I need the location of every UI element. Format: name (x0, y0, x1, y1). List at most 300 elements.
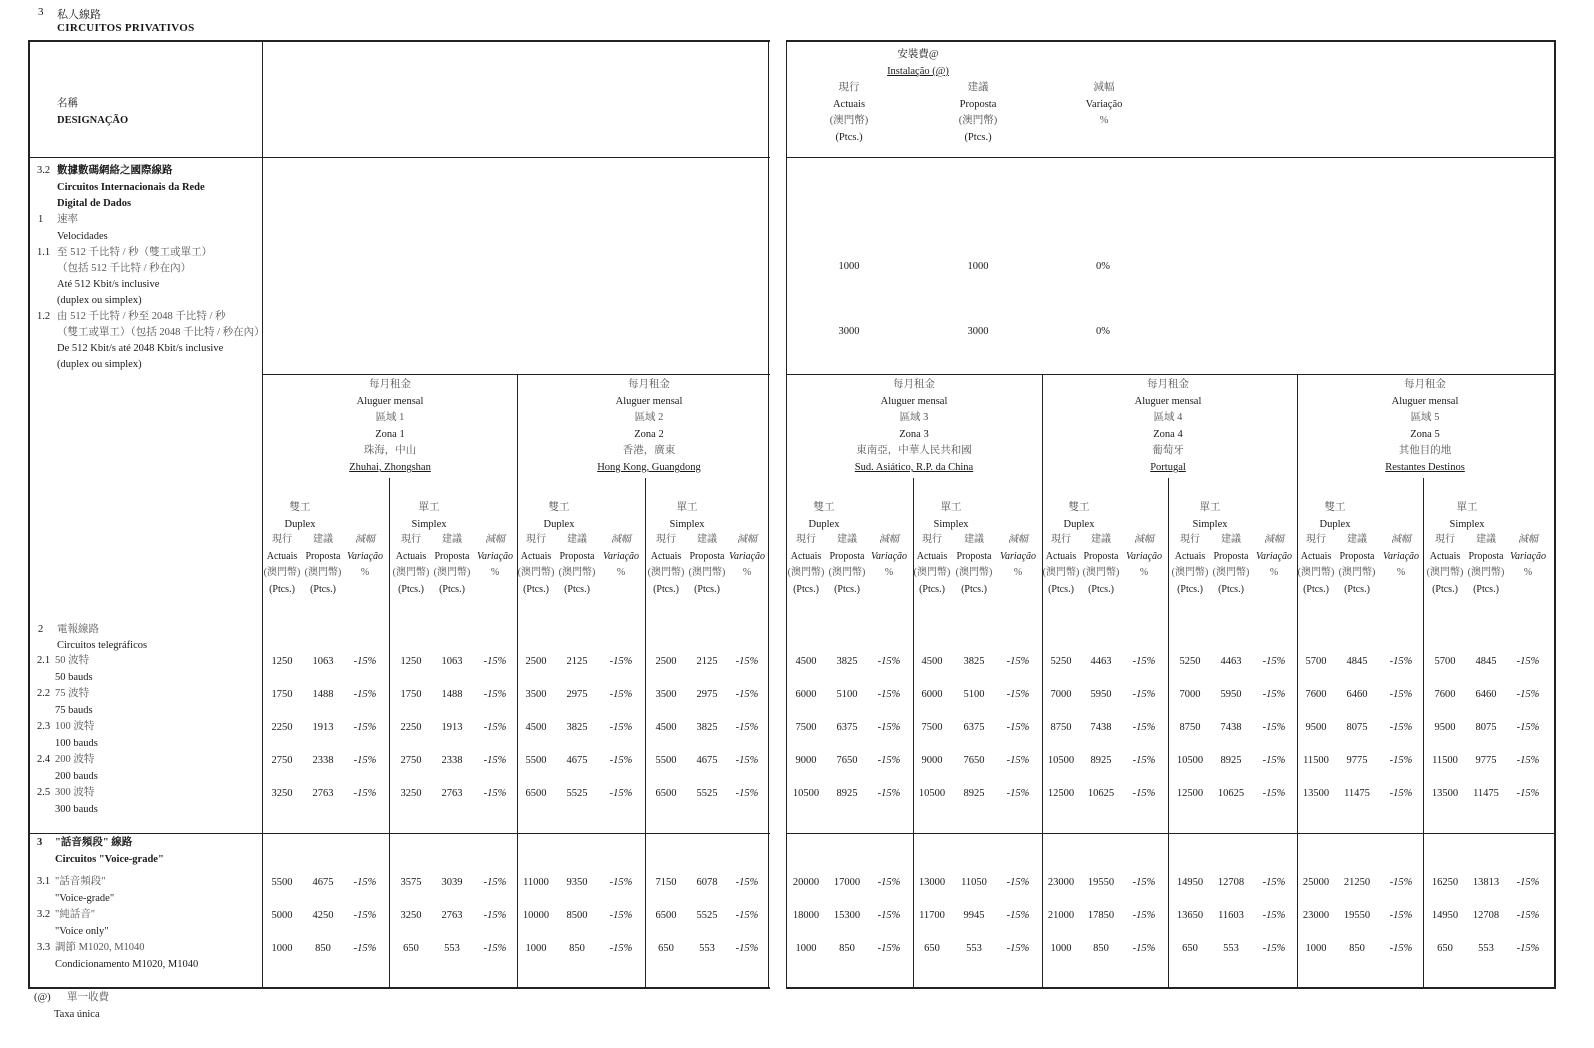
variation-cell: -15% (1389, 910, 1413, 921)
col-head-pt: Proposta (1468, 551, 1504, 562)
variation-cell: -15% (735, 656, 759, 667)
variation-cell: -15% (353, 755, 377, 766)
col-head-unit-zh: (澳門幣) (392, 567, 430, 578)
col-head-zh: 建議 (837, 534, 857, 545)
value-cell: 7500 (921, 722, 943, 733)
value-cell: 1000 (795, 943, 817, 954)
item-1-1-zh1: 至 512 千比特 / 秒（雙工或單工） (57, 247, 213, 258)
col-head-pt: Proposta (956, 551, 992, 562)
value-cell: 8500 (566, 910, 588, 921)
variation-cell: -15% (1132, 877, 1156, 888)
value-cell: 4845 (1346, 656, 1368, 667)
value-cell: 650 (1182, 943, 1198, 954)
col-head-pt: Actuais (395, 551, 427, 562)
variation-cell: -15% (1389, 755, 1413, 766)
col-head-unit-zh: % (1396, 567, 1406, 578)
value-cell: 8075 (1346, 722, 1368, 733)
zone-rent-pt: Aluguer mensal (1134, 396, 1202, 407)
value-cell: 3500 (655, 689, 677, 700)
col-head-zh: 現行 (1435, 534, 1455, 545)
variation-cell: -15% (483, 755, 507, 766)
value-cell: 12708 (1472, 910, 1500, 921)
item-1-1-pt2: (duplex ou simplex) (57, 295, 142, 306)
value-cell: 6500 (525, 788, 547, 799)
col-head-zh: 現行 (401, 534, 421, 545)
variation-cell: -15% (609, 877, 633, 888)
section-number: 3 (38, 6, 44, 18)
col-head-pt: Proposta (559, 551, 595, 562)
value-cell: 4500 (655, 722, 677, 733)
row-label-zh: 75 波特 (55, 688, 90, 699)
variation-cell: -15% (1389, 788, 1413, 799)
value-cell: 5700 (1434, 656, 1456, 667)
zone-rent-zh: 每月租金 (369, 379, 411, 390)
zone-number: Zona 1 (375, 429, 405, 440)
row-number: 2.5 (37, 787, 51, 798)
value-cell: 5500 (271, 877, 293, 888)
col-head-pt: Proposta (1339, 551, 1375, 562)
value-cell: 5700 (1305, 656, 1327, 667)
col-head-unit-zh: (澳門幣) (1297, 567, 1335, 578)
value-cell: 6375 (836, 722, 858, 733)
col-head-unit-zh: % (1523, 567, 1533, 578)
col-head-unit: (Ptcs.) (1432, 584, 1458, 595)
value-cell: 10625 (1217, 788, 1245, 799)
col-head-pt: Proposta (305, 551, 341, 562)
item-1-2-pt1: De 512 Kbit/s até 2048 Kbit/s inclusive (57, 343, 224, 354)
value-cell: 8925 (1090, 755, 1112, 766)
zone-rent-zh: 每月租金 (893, 379, 935, 390)
col-head-zh: 現行 (1051, 534, 1071, 545)
zone-divider-2 (1042, 374, 1043, 987)
variation-cell: -15% (735, 722, 759, 733)
value-cell: 7438 (1220, 722, 1242, 733)
value-cell: 17850 (1087, 910, 1115, 921)
variation-cell: -15% (353, 788, 377, 799)
col-head-unit-zh: (澳門幣) (787, 567, 825, 578)
value-cell: 6500 (655, 910, 677, 921)
value-cell: 6078 (696, 877, 718, 888)
value-cell: 650 (924, 943, 940, 954)
value-cell: 23000 (1047, 877, 1075, 888)
page-gutter-left (768, 40, 769, 989)
value-cell: 2250 (271, 722, 293, 733)
col-head-unit-zh: (澳門幣) (517, 567, 555, 578)
variation-cell: -15% (735, 788, 759, 799)
value-cell: 5950 (1220, 689, 1242, 700)
s32-n1-number: 1 (38, 214, 44, 225)
value-cell: 850 (839, 943, 855, 954)
col-head-pt: Proposta (1213, 551, 1249, 562)
zone-number: Zona 2 (634, 429, 664, 440)
col-head-zh: 建議 (1347, 534, 1367, 545)
zone-divider-1 (517, 374, 518, 987)
zone-rent-pt: Aluguer mensal (1391, 396, 1459, 407)
zone-divider-3 (1297, 374, 1298, 987)
value-cell: 9000 (921, 755, 943, 766)
value-cell: 553 (1223, 943, 1239, 954)
col-head-unit: (Ptcs.) (834, 584, 860, 595)
item-1-1-pt1: Até 512 Kbit/s inclusive (57, 279, 160, 290)
variation-cell: -15% (609, 943, 633, 954)
row-label-pt: 50 bauds (55, 672, 93, 683)
variation-cell: -15% (1006, 722, 1030, 733)
row-label-zh: 調節 M1020, M1040 (55, 942, 145, 953)
col-head-unit-zh: % (1269, 567, 1279, 578)
s2-title-pt: Circuitos telegráficos (57, 640, 148, 651)
col-head-zh: 建議 (567, 534, 587, 545)
value-cell: 9500 (1305, 722, 1327, 733)
value-cell: 3575 (400, 877, 422, 888)
col-head-pt: Actuais (650, 551, 682, 562)
col-head-unit-zh: (澳門幣) (828, 567, 866, 578)
col-head-pt: Actuais (1300, 551, 1332, 562)
variation-cell: -15% (1516, 943, 1540, 954)
col-head-unit-zh: (澳門幣) (688, 567, 726, 578)
installation-head-zh: 安裝費@ (897, 49, 939, 60)
value-cell: 2250 (400, 722, 422, 733)
col-head-unit-zh: (澳門幣) (1212, 567, 1250, 578)
variation-cell: -15% (1262, 788, 1286, 799)
s3-number: 3 (37, 837, 43, 848)
mode-pt: Duplex (1319, 519, 1351, 530)
value-cell: 4675 (566, 755, 588, 766)
value-cell: 11500 (1303, 755, 1329, 766)
value-cell: 9000 (795, 755, 817, 766)
variation-cell: -15% (483, 910, 507, 921)
variation-cell: -15% (735, 943, 759, 954)
value-cell: 5100 (963, 689, 985, 700)
value-cell: 10500 (918, 788, 946, 799)
value-cell: 3500 (525, 689, 547, 700)
row-label-pt: 200 bauds (55, 771, 98, 782)
row-number: 3.3 (37, 942, 51, 953)
inst-1-1-actual: 1000 (838, 261, 860, 272)
install-col-unit: (Ptcs.) (964, 132, 992, 143)
value-cell: 13000 (918, 877, 946, 888)
col-head-zh: 建議 (697, 534, 717, 545)
s3-title-zh: "話音頻段" 線路 (55, 837, 133, 848)
col-head-pt: Actuais (520, 551, 552, 562)
col-head-unit-zh: (澳門幣) (304, 567, 342, 578)
col-head-unit-zh: (澳門幣) (1082, 567, 1120, 578)
zone-place-zh: 香港，廣東 (622, 445, 676, 456)
col-head-unit: (Ptcs.) (919, 584, 945, 595)
s2-number: 2 (38, 624, 44, 635)
value-cell: 850 (569, 943, 585, 954)
value-cell: 2975 (696, 689, 718, 700)
col-head-unit-zh: % (616, 567, 626, 578)
row-label-pt: "Voice only" (55, 926, 109, 937)
value-cell: 10625 (1087, 788, 1115, 799)
zone-rent-zh: 每月租金 (628, 379, 670, 390)
col-head-pt: Variação (346, 551, 384, 562)
variation-cell: -15% (1006, 877, 1030, 888)
mode-pt: Simplex (933, 519, 969, 530)
zone-number: Zona 5 (1410, 429, 1440, 440)
value-cell: 6500 (655, 788, 677, 799)
inst-1-2-actual: 3000 (838, 326, 860, 337)
col-head-unit: (Ptcs.) (1088, 584, 1114, 595)
value-cell: 650 (1437, 943, 1453, 954)
install-col-pt: Actuais (832, 99, 866, 110)
inst-1-1-proposed: 1000 (967, 261, 989, 272)
variation-cell: -15% (483, 943, 507, 954)
variation-cell: -15% (735, 910, 759, 921)
col-head-zh: 現行 (796, 534, 816, 545)
header-bottom-right (786, 157, 1556, 158)
value-cell: 4463 (1090, 656, 1112, 667)
col-head-unit-zh: (澳門幣) (263, 567, 301, 578)
variation-cell: -15% (609, 788, 633, 799)
zone-number: Zona 4 (1153, 429, 1183, 440)
section3-divider-right (786, 833, 1556, 834)
col-head-pt: Variação (870, 551, 908, 562)
row-label-zh: 200 波特 (55, 754, 95, 765)
col-head-unit: (Ptcs.) (793, 584, 819, 595)
table-left-border (28, 40, 30, 989)
col-head-unit-zh: % (742, 567, 752, 578)
col-head-unit-zh: % (490, 567, 500, 578)
col-head-unit: (Ptcs.) (1177, 584, 1203, 595)
install-col-zh: 減幅 (1093, 82, 1115, 93)
zone-place: Restantes Destinos (1385, 462, 1465, 473)
variation-cell: -15% (735, 755, 759, 766)
value-cell: 3825 (566, 722, 588, 733)
col-head-zh: 建議 (964, 534, 984, 545)
table-bottom-border-left (28, 987, 770, 989)
variation-cell: -15% (877, 689, 901, 700)
variation-cell: -15% (1516, 656, 1540, 667)
value-cell: 4500 (921, 656, 943, 667)
value-cell: 11475 (1344, 788, 1370, 799)
row-label-zh: "純話音" (55, 909, 96, 920)
item-1-2-pt2: (duplex ou simplex) (57, 359, 142, 370)
col-head-pt: Variação (476, 551, 514, 562)
value-cell: 850 (1093, 943, 1109, 954)
value-cell: 18000 (792, 910, 820, 921)
value-cell: 1000 (1305, 943, 1327, 954)
value-cell: 5250 (1050, 656, 1072, 667)
table-top-border-left (28, 40, 770, 42)
col-head-pt: Actuais (1174, 551, 1206, 562)
col-head-zh: 減幅 (879, 534, 899, 545)
value-cell: 19550 (1343, 910, 1371, 921)
value-cell: 1000 (271, 943, 293, 954)
col-head-unit: (Ptcs.) (1218, 584, 1244, 595)
mode-zh: 雙工 (813, 502, 835, 513)
s32-title-pt1: Circuitos Internacionais da Rede (57, 182, 205, 193)
table-bottom-border-right (786, 987, 1556, 989)
value-cell: 553 (1478, 943, 1494, 954)
col-head-zh: 建議 (1476, 534, 1496, 545)
value-cell: 6460 (1346, 689, 1368, 700)
row-number: 3.1 (37, 876, 51, 887)
row-label-zh: 50 波特 (55, 655, 90, 666)
col-head-zh: 建議 (1091, 534, 1111, 545)
variation-cell: -15% (1006, 943, 1030, 954)
value-cell: 4845 (1475, 656, 1497, 667)
variation-cell: -15% (353, 877, 377, 888)
value-cell: 7600 (1434, 689, 1456, 700)
section3-divider-left (28, 833, 770, 834)
zone-place: Hong Kong, Guangdong (597, 462, 701, 473)
mode-zh: 單工 (1199, 502, 1221, 513)
value-cell: 3250 (400, 788, 422, 799)
row-label-pt: 300 bauds (55, 804, 98, 815)
mode-zh: 雙工 (548, 502, 570, 513)
s32-n1-pt: Velocidades (57, 231, 108, 242)
table-top-border-right (786, 40, 1556, 42)
value-cell: 5500 (655, 755, 677, 766)
value-cell: 7000 (1179, 689, 1201, 700)
variation-cell: -15% (1262, 755, 1286, 766)
value-cell: 9775 (1475, 755, 1497, 766)
value-cell: 5525 (566, 788, 588, 799)
value-cell: 25000 (1302, 877, 1330, 888)
variation-cell: -15% (353, 943, 377, 954)
value-cell: 1913 (312, 722, 334, 733)
value-cell: 2125 (566, 656, 588, 667)
install-col-unit: (Ptcs.) (835, 132, 863, 143)
value-cell: 3825 (836, 656, 858, 667)
variation-cell: -15% (1132, 943, 1156, 954)
zone-number-zh: 區域 2 (634, 412, 664, 423)
variation-cell: -15% (1389, 656, 1413, 667)
item-1-2-number: 1.2 (37, 311, 51, 322)
value-cell: 13500 (1302, 788, 1330, 799)
row-number: 2.3 (37, 721, 51, 732)
variation-cell: -15% (1132, 910, 1156, 921)
value-cell: 1750 (271, 689, 293, 700)
value-cell: 6375 (963, 722, 985, 733)
variation-cell: -15% (1262, 689, 1286, 700)
variation-cell: -15% (1006, 788, 1030, 799)
variation-cell: -15% (609, 722, 633, 733)
col-head-zh: 減幅 (737, 534, 757, 545)
value-cell: 11500 (1432, 755, 1458, 766)
col-head-zh: 減幅 (355, 534, 375, 545)
variation-cell: -15% (877, 788, 901, 799)
value-cell: 4463 (1220, 656, 1242, 667)
value-cell: 2763 (312, 788, 334, 799)
value-cell: 1250 (400, 656, 422, 667)
col-head-zh: 減幅 (1264, 534, 1284, 545)
col-head-pt: Variação (999, 551, 1037, 562)
inst-1-1-variation: 0% (1096, 261, 1110, 272)
variation-cell: -15% (877, 943, 901, 954)
value-cell: 11000 (523, 877, 549, 888)
variation-cell: -15% (1006, 910, 1030, 921)
value-cell: 9945 (963, 910, 985, 921)
zone-number-zh: 區域 5 (1410, 412, 1440, 423)
value-cell: 9350 (566, 877, 588, 888)
col-head-zh: 減幅 (1134, 534, 1154, 545)
variation-cell: -15% (609, 689, 633, 700)
footnote-pt: Taxa única (54, 1009, 100, 1020)
col-head-unit-zh: (澳門幣) (955, 567, 993, 578)
col-head-zh: 減幅 (485, 534, 505, 545)
designation-label-pt: DESIGNAÇÃO (57, 115, 129, 126)
value-cell: 21000 (1047, 910, 1075, 921)
value-cell: 14950 (1176, 877, 1204, 888)
col-head-unit: (Ptcs.) (564, 584, 590, 595)
value-cell: 8750 (1050, 722, 1072, 733)
value-cell: 16250 (1431, 877, 1459, 888)
value-cell: 11475 (1473, 788, 1499, 799)
variation-cell: -15% (609, 656, 633, 667)
variation-cell: -15% (353, 910, 377, 921)
col-head-unit: (Ptcs.) (523, 584, 549, 595)
row-label-zh: "話音頻段" (55, 876, 106, 887)
zone-rent-zh: 每月租金 (1147, 379, 1189, 390)
value-cell: 21250 (1343, 877, 1371, 888)
zone-place-zh: 珠海，中山 (363, 445, 417, 456)
col-head-pt: Actuais (1045, 551, 1077, 562)
col-head-unit-zh: (澳門幣) (1426, 567, 1464, 578)
col-head-zh: 減幅 (1391, 534, 1411, 545)
col-head-zh: 現行 (272, 534, 292, 545)
install-col-unit-zh: (澳門幣) (958, 115, 998, 126)
col-head-unit: (Ptcs.) (269, 584, 295, 595)
variation-cell: -15% (483, 689, 507, 700)
value-cell: 8925 (963, 788, 985, 799)
value-cell: 3250 (271, 788, 293, 799)
col-head-pt: Proposta (1083, 551, 1119, 562)
value-cell: 850 (315, 943, 331, 954)
zone-rent-pt: Aluguer mensal (356, 396, 424, 407)
item-1-2-zh1: 由 512 千比特 / 秒至 2048 千比特 / 秒 (57, 311, 226, 322)
value-cell: 4675 (312, 877, 334, 888)
s32-n1-zh: 速率 (57, 214, 78, 225)
value-cell: 7500 (795, 722, 817, 733)
value-cell: 6000 (795, 689, 817, 700)
s3-title-pt: Circuitos "Voice-grade" (55, 854, 164, 865)
row-number: 3.2 (37, 909, 51, 920)
value-cell: 10000 (522, 910, 550, 921)
zone-place: Zhuhai, Zhongshan (349, 462, 431, 473)
variation-cell: -15% (1516, 788, 1540, 799)
variation-cell: -15% (483, 656, 507, 667)
mode-zh: 雙工 (289, 502, 311, 513)
row-label-zh: 300 波特 (55, 787, 95, 798)
col-head-unit: (Ptcs.) (310, 584, 336, 595)
value-cell: 1488 (441, 689, 463, 700)
variation-cell: -15% (1389, 943, 1413, 954)
install-col-unit-zh: (澳門幣) (829, 115, 869, 126)
row-label-pt: 100 bauds (55, 738, 98, 749)
value-cell: 5500 (525, 755, 547, 766)
variation-cell: -15% (877, 656, 901, 667)
value-cell: 2763 (441, 788, 463, 799)
variation-cell: -15% (353, 656, 377, 667)
variation-cell: -15% (1262, 722, 1286, 733)
install-col-pt: Proposta (959, 99, 997, 110)
variation-cell: -15% (877, 755, 901, 766)
col-head-unit: (Ptcs.) (694, 584, 720, 595)
section-title-pt: CIRCUITOS PRIVATIVOS (57, 22, 195, 34)
s2-title-zh: 電報線路 (57, 624, 99, 635)
mode-zh: 單工 (1456, 502, 1478, 513)
col-head-unit-zh: (澳門幣) (558, 567, 596, 578)
zone-place: Portugal (1150, 462, 1186, 473)
col-head-pt: Actuais (916, 551, 948, 562)
zone-rent-pt: Aluguer mensal (880, 396, 948, 407)
value-cell: 9775 (1346, 755, 1368, 766)
value-cell: 1063 (312, 656, 334, 667)
value-cell: 850 (1349, 943, 1365, 954)
value-cell: 5525 (696, 788, 718, 799)
